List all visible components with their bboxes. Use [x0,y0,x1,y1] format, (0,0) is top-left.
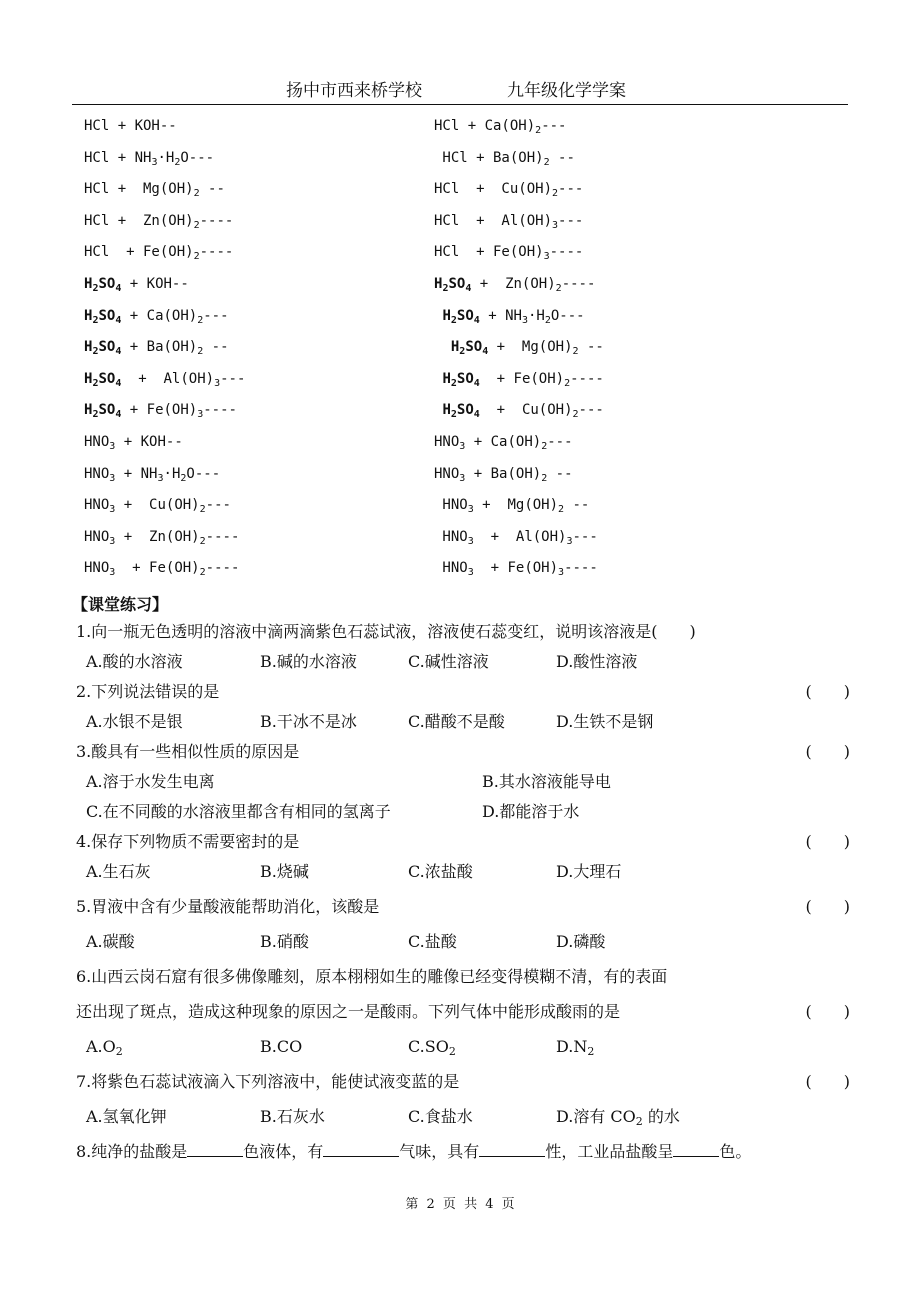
question-2-options [76,709,816,739]
footer-text: 第 [405,1197,419,1212]
question-8-text: 气味，具有 [399,1142,480,1161]
equation-left: $H_2SO_4 + KOH--$ [84,275,189,294]
option: A.酸的水溶液 [86,652,183,671]
question-6-text-2: 还出现了斑点，造成这种现象的原因之一是酸雨。下列气体中能形成酸雨的是 [76,1002,621,1021]
equation-row [84,147,784,179]
page-number: 2 [426,1197,435,1212]
equation-row [84,494,784,526]
question-5-text: 5.胃液中含有少量酸液能帮助消化，该酸是 [76,897,380,916]
question-4-text: 4.保存下列物质不需要密封的是 [76,832,300,851]
question-1 [76,619,816,649]
question-3 [76,739,850,769]
school-name: 扬中市西来桥学校 [286,81,422,101]
footer-text: 页 [501,1197,515,1212]
option: D.生铁不是钢 [556,712,654,731]
question-5-options [76,929,816,964]
equation-left: $H_2SO_4 + Fe(OH)_3----$ [84,402,237,421]
fill-blank[interactable] [323,1140,399,1157]
question-2 [76,679,850,709]
equation-right: $H_2SO_4 + NH_3\cdot H_2O---$ [442,307,585,326]
equation-right: $HNO_3 + Mg(OH)_2$ -- [434,497,590,516]
equation-left: HCl + $NH_3\cdot H_2O---$ [84,149,215,168]
equation-row [84,178,784,210]
equation-row [84,241,784,273]
equation-list [84,115,784,589]
option: C.浓盐酸 [408,862,473,881]
question-7-options [76,1104,816,1139]
question-6-options [76,1034,816,1069]
equation-right: $H_2SO_4 + Mg(OH)_2$ -- [450,339,604,358]
equation-row [84,557,784,589]
option: D.都能溶于水 [482,802,580,821]
header-rule [72,104,848,105]
option: D.酸性溶液 [556,652,638,671]
question-8 [76,1139,816,1169]
option: $D.N_2$ [556,1037,595,1058]
option: C.盐酸 [408,932,457,951]
question-6-text-1: 6.山西云岗石窟有很多佛像雕刻，原本栩栩如生的雕像已经变得模糊不清，有的表面 [76,967,668,986]
equation-row [84,368,784,400]
fill-blank[interactable] [187,1140,243,1157]
equation-right: HCl + $Ba(OH)_2$ -- [434,149,575,168]
equation-left: $HNO_3 + Zn(OH)_2----$ [84,528,240,547]
equation-right: HCl + $Ca(OH)_2---$ [434,118,567,136]
equation-left: $HNO_3 + KOH--$ [84,433,183,452]
question-4 [76,829,850,859]
option: B.碱的水溶液 [260,652,357,671]
equation-row [84,305,784,337]
option: D.磷酸 [556,932,606,951]
equation-right: $H_2SO_4 + Fe(OH)_2----$ [442,370,604,389]
document-title: 九年级化学学案 [507,81,626,101]
answer-paren: ( ) [805,1072,850,1091]
option: B.其水溶液能导电 [482,772,611,791]
equation-right: $HNO_3 + Ba(OH)_2$ -- [434,465,573,484]
option: D.大理石 [556,862,622,881]
answer-paren: ( ) [805,1002,850,1021]
equation-left: HCl + $Mg(OH)_2$ -- [84,181,225,200]
option: A.生石灰 [86,862,151,881]
page-header [0,76,920,102]
equation-row [84,526,784,558]
question-1-options [76,649,816,679]
equation-row [84,115,784,147]
equation-left: $HNO_3 + NH_3\cdot H_2O---$ [84,465,221,484]
equation-row [84,431,784,463]
question-7-text: 7.将紫色石蕊试液滴入下列溶液中，能使试液变蓝的是 [76,1072,460,1091]
question-3-text: 3.酸具有一些相似性质的原因是 [76,742,300,761]
question-1-text: 1.向一瓶无色透明的溶液中滴两滴紫色石蕊试液，溶液使石蕊变红，说明该溶液是( ) [76,622,696,641]
option: C.在不同酸的水溶液里都含有相同的氢离子 [86,802,391,821]
option: A.水银不是银 [86,712,183,731]
answer-paren: ( ) [805,897,850,916]
option: B.石灰水 [260,1107,325,1126]
equation-right: HCl + $Cu(OH)_2---$ [434,181,584,200]
option: A.氢氧化钾 [86,1107,167,1126]
answer-paren: ( ) [805,682,850,701]
question-list [76,619,850,1169]
equation-left: $HNO_3 + Fe(OH)_2----$ [84,560,240,579]
option: A.碳酸 [86,932,135,951]
question-8-text: 性，工业品盐酸呈 [545,1142,674,1161]
equation-row [84,463,784,495]
option: C.醋酸不是酸 [408,712,505,731]
equation-left: $H_2SO_4 + Ca(OH)_2---$ [84,307,229,326]
question-3-options-row2 [76,799,816,829]
fill-blank[interactable] [673,1140,719,1157]
option: B.烧碱 [260,862,309,881]
question-7 [76,1069,850,1104]
equation-right: $H_2SO_4 + Cu(OH)_2---$ [442,402,604,421]
equation-row [84,210,784,242]
question-8-text: 色。 [719,1142,752,1161]
question-8-text: 8.纯净的盐酸是 [76,1142,188,1161]
equation-left: $HNO_3 + Cu(OH)_2---$ [84,497,231,516]
page-footer [0,1193,920,1212]
question-6-line2 [76,999,850,1034]
option: $C.SO_2$ [408,1037,456,1058]
option: A.溶于水发生电离 [86,772,215,791]
answer-paren: ( ) [805,742,850,761]
equation-left: $H_2SO_4 + Ba(OH)_2$ -- [84,339,229,358]
equation-row [84,336,784,368]
fill-blank[interactable] [479,1140,545,1157]
equation-right: $HNO_3 + Al(OH)_3---$ [434,528,598,547]
question-5 [76,894,850,929]
question-8-text: 色液体，有 [243,1142,324,1161]
section-title: 【课堂练习】 [72,595,169,614]
equation-right: $HNO_3 + Fe(OH)_3----$ [434,560,598,579]
option: C.食盐水 [408,1107,473,1126]
answer-paren: ( ) [805,832,850,851]
equation-left: HCl + $Zn(OH)_2----$ [84,212,234,231]
equation-left: HCl + $Fe(OH)_2----$ [84,244,234,263]
option: B.干冰不是冰 [260,712,357,731]
page-total: 4 [485,1197,494,1212]
equation-left: HCl + KOH-- [84,118,177,134]
equation-right: HCl + $Fe(OH)_3----$ [434,244,584,263]
equation-left: $H_2SO_4 + Al(OH)_3---$ [84,370,246,389]
option: B.CO [260,1037,303,1056]
footer-text: 共 [464,1197,478,1212]
option: D.溶有 $CO_2$ 的水 [556,1107,680,1128]
question-6-line1 [76,964,816,999]
question-3-options-row1 [76,769,816,799]
equation-row [84,399,784,431]
equation-row [84,273,784,305]
equation-right: $HNO_3 + Ca(OH)_2---$ [434,433,573,452]
equation-right: $H_2SO_4 + Zn(OH)_2----$ [434,275,596,294]
question-2-text: 2.下列说法错误的是 [76,682,220,701]
equation-right: HCl + $Al(OH)_3---$ [434,212,584,231]
option: $A.O_2$ [86,1037,123,1058]
option: B.硝酸 [260,932,309,951]
footer-text: 页 [442,1197,456,1212]
question-4-options [76,859,816,894]
option: C.碱性溶液 [408,652,489,671]
